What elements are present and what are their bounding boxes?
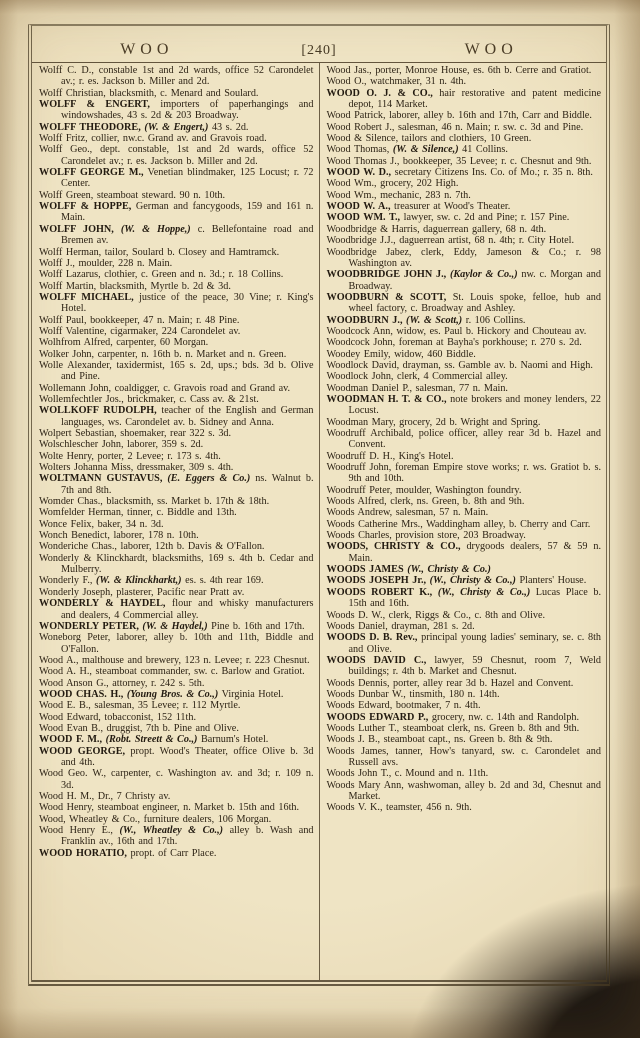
directory-entry: Wood Thomas, (W. & Silence,) 41 Collins.	[326, 144, 508, 156]
directory-entry: WOODS JOSEPH Jr., (W., Christy & Co.,) Planters' House.	[326, 575, 587, 587]
directory-entry: WOLFF THEODORE, (W. & Engert,) 43 s. 2d.	[39, 121, 249, 133]
directory-entry: Wolff Valentine, cigarmaker, 224 Carondelet av.	[39, 325, 241, 337]
directory-entry: Wood Patrick, laborer, alley b. 16th and 17th, Carr and Biddle.	[326, 110, 592, 122]
directory-entry: WOLLKOFF RUDOLPH, teacher of the English and German languages, ws. Carondelet av. b. Sidney and Anna.	[39, 405, 314, 428]
directory-entry: WOODS D. B. Rev., principal young ladies' seminary, se. c. 8th and Olive.	[326, 632, 602, 655]
directory-entry: Woods James, tanner, How's tanyard, sw. c. Carondelet and Russell avs.	[326, 745, 601, 768]
directory-entry: WOOD CHAS. H., (Young Bros. & Co.,) Virginia Hotel.	[39, 688, 284, 700]
page-frame	[28, 24, 610, 986]
directory-entry: WOODS DAVID C., lawyer, 59 Chesnut, room 7, Weld buildings; r. 4th b. Market and Chesnut.	[326, 654, 601, 678]
directory-entry: Wolff Christian, blacksmith, c. Menard and Soulard.	[39, 87, 259, 99]
directory-entry: Wolle Alexander, taxidermist, 165 s. 2d, ups.; bds. 3d b. Olive and Pine.	[39, 359, 314, 383]
directory-entry: WOODBRIDGE JOHN J., (Kaylor & Co.,) nw. c. Morgan and Broadway.	[326, 269, 601, 292]
directory-entry: Wolff J., moulder, 228 n. Main.	[39, 257, 173, 269]
directory-entry: WOLFF JOHN, (W. & Hoppe,) c. Bellefontaine road and Bremen av.	[39, 223, 314, 247]
directory-entry: WOOD GEORGE, propt. Wood's Theater, office Olive b. 3d and 4th.	[39, 745, 314, 768]
header-left-abbrev: WOO	[120, 41, 174, 58]
directory-entry: Wolters Johanna Miss, dressmaker, 309 s. 4th.	[39, 462, 234, 474]
directory-entry: Wood Geo. W., carpenter, c. Washington av. and 3d; r. 109 n. 3d.	[39, 768, 314, 791]
directory-entry: Wood Wm., mechanic, 283 n. 7th.	[326, 189, 471, 201]
directory-entry: Wolff Green, steamboat steward. 90 n. 10th.	[39, 189, 226, 201]
directory-entry: Wood O., watchmaker, 31 n. 4th.	[326, 76, 467, 88]
directory-entry: Woods J. B., steamboat capt., ns. Green b. 8th & 9th.	[326, 734, 553, 746]
directory-entry: WOLTMANN GUSTAVUS, (E. Eggers & Co.) ns. Walnut b. 7th and 8th.	[39, 473, 314, 496]
directory-entry: Wonderly & Klinckhardt, blacksmiths, 169 s. 4th b. Cedar and Mulberry.	[39, 552, 314, 576]
directory-entry: WOOD HORATIO, propt. of Carr Place.	[39, 847, 217, 859]
directory-entry: Woods Luther T., steamboat clerk, ns. Green b. 8th and 9th.	[326, 722, 580, 734]
directory-entry: Wonce Felix, baker, 34 n. 3d.	[39, 518, 164, 530]
page-number: [240]	[301, 43, 337, 58]
directory-entry: WONDERLY PETER, (W. & Haydel,) Pine b. 16th and 17th.	[39, 620, 305, 632]
directory-entry: WOODS, CHRISTY & CO., drygoods dealers, 57 & 59 n. Main.	[326, 541, 601, 564]
header-right-abbrev: WOO	[464, 41, 518, 58]
directory-entry: WOLFF GEORGE M., Venetian blindmaker, 125 Locust; r. 72 Center.	[39, 167, 314, 190]
directory-entry: WOODMAN H. T. & CO., note brokers and money lenders, 22 Locust.	[326, 393, 601, 417]
directory-entry: Woodruff Peter, moulder, Washington foundry.	[326, 484, 522, 496]
directory-entry: Woodman Daniel P., salesman, 77 n. Main.	[326, 382, 508, 394]
directory-entry: Wolte Henry, porter, 2 Levee; r. 173 s. 4th.	[39, 450, 221, 462]
directory-entry: Wolff Paul, bookkeeper, 47 n. Main; r. 48 Pine.	[39, 314, 240, 326]
directory-entry: Wood Henry, steamboat engineer, n. Market b. 15th and 16th.	[39, 802, 300, 814]
directory-entry: Wood A., malthouse and brewery, 123 n. Levee; r. 223 Chesnut.	[39, 654, 310, 666]
directory-entry: Woods Edward, bootmaker, 7 n. 4th.	[326, 700, 481, 712]
directory-entry: Wollemfechtler Jos., brickmaker, c. Cass av. & 21st.	[39, 393, 259, 405]
directory-entry: Womfelder Herman, tinner, c. Biddle and 13th.	[39, 507, 237, 519]
left-column	[32, 63, 319, 980]
directory-entry: Wood Wm., grocery, 202 High.	[326, 178, 459, 190]
directory-entry: Wolff Fritz, collier, nw.c. Grand av. and Gravois road.	[39, 133, 267, 145]
directory-entry: WOOD O. J. & CO., hair restorative and patent medicine depot, 114 Market.	[326, 87, 601, 111]
directory-entry: WOODBURN J., (W. & Scott,) r. 106 Collins.	[326, 314, 526, 326]
directory-entry: Wood & Silence, tailors and clothiers, 10 Green.	[326, 133, 532, 145]
directory-entry: Woods Alfred, clerk, ns. Green, b. 8th and 9th.	[326, 496, 525, 508]
directory-entry: WOLFF MICHAEL, justice of the peace, 30 Vine; r. King's Hotel.	[39, 291, 314, 315]
directory-entry: Wolff Martin, blacksmith, Myrtle b. 2d & 3d.	[39, 280, 231, 292]
directory-entry: Wood Evan B., druggist, 7th b. Pine and Olive.	[39, 722, 239, 734]
directory-entry: Woodlock John, clerk, 4 Commercial alley.	[326, 371, 508, 383]
directory-entry: Woods Mary Ann, washwoman, alley b. 2d and 3d, Chesnut and Market.	[326, 779, 601, 802]
directory-entry: Woneborg Peter, laborer, alley b. 10th and 11th, Biddle and O'Fallon.	[39, 632, 314, 655]
directory-entry: Wolpert Sebastian, shoemaker, rear 322 s. 3d.	[39, 428, 232, 439]
right-column	[320, 63, 607, 980]
directory-entry: Wonderiche Chas., laborer, 12th b. Davis & O'Fallon.	[39, 541, 265, 553]
directory-entry: WOODBURN & SCOTT, St. Louis spoke, felloe, hub and wheel factory, c. Broadway and Ashley.	[326, 291, 601, 315]
directory-entry: Woods V. K., teamster, 456 n. 9th.	[326, 802, 472, 814]
directory-entry: Wood Jas., porter, Monroe House, es. 6th b. Cerre and Gratiot.	[326, 65, 592, 76]
directory-columns	[32, 63, 606, 980]
directory-entry: Woodman Mary, grocery, 2d b. Wright and Spring.	[326, 416, 541, 428]
directory-entry: Wonderly Joseph, plasterer, Pacific near Pratt av.	[39, 586, 245, 598]
directory-entry: Woods John T., c. Mound and n. 11th.	[326, 768, 489, 780]
directory-entry: Wood Robert J., salesman, 46 n. Main; r. sw. c. 3d and Pine.	[326, 121, 584, 133]
directory-entry: Wood Edward, tobacconist, 152 11th.	[39, 711, 197, 723]
directory-entry: Woodcock John, foreman at Bayha's porkhouse; r. 270 s. 2d.	[326, 337, 582, 349]
directory-entry: Wood H. M., Dr., 7 Christy av.	[39, 791, 171, 802]
directory-entry: Wolff C. D., constable 1st and 2d wards, office 52 Carondelet av.; r. es. Jackson b. Miller and 2d.	[39, 65, 314, 88]
directory-entry: WOOD WM. T., lawyer, sw. c. 2d and Pine; r. 157 Pine.	[326, 212, 570, 224]
column-divider-rule	[319, 63, 320, 980]
directory-entry: Woods Catherine Mrs., Waddingham alley, b. Cherry and Carr.	[326, 518, 591, 530]
directory-entry: Woodcock Ann, widow, es. Paul b. Hickory and Chouteau av.	[326, 325, 587, 337]
directory-entry: Woods Daniel, drayman, 281 s. 2d.	[326, 620, 475, 632]
directory-entry: WOLFF & ENGERT, importers of paperhangings and windowshades, 43 s. 2d & 203 Broadway.	[39, 99, 314, 122]
directory-entry: WOLFF & HOPPE, German and fancygoods, 159 and 161 n. Main.	[39, 201, 314, 224]
directory-entry: Wolff Herman, tailor, Soulard b. Closey and Hamtramck.	[39, 246, 280, 258]
directory-entry: Woodruff Archibald, police officer, alley rear 3d b. Hazel and Convent.	[326, 428, 601, 451]
directory-entry: WONDERLY & HAYDEL, flour and whisky manufacturers and dealers, 4 Commercial alley.	[39, 598, 314, 621]
directory-entry: WOODS EDWARD P., grocery, nw. c. 14th and Randolph.	[326, 711, 579, 723]
directory-entry: Wood E. B., salesman, 35 Levee; r. 112 Myrtle.	[39, 700, 241, 712]
directory-entry: Woodruff D. H., King's Hotel.	[326, 450, 454, 462]
directory-entry: WOODS JAMES (W., Christy & Co.)	[326, 564, 491, 576]
directory-entry: Wolhfrom Alfred, carpenter, 60 Morgan.	[39, 337, 209, 349]
directory-entry: WOOD W. D., secretary Citizens Ins. Co. of Mo.; r. 35 n. 8th.	[326, 167, 593, 179]
directory-entry: Wood A. H., steamboat commander, sw. c. Barlow and Gratiot.	[39, 666, 305, 678]
directory-entry: Womder Chas., blacksmith, ss. Market b. 17th & 18th.	[39, 496, 270, 508]
directory-entry: Wollemann John, coaldigger, c. Gravois road and Grand av.	[39, 382, 291, 394]
directory-entry: Wood Anson G., attorney, r. 242 s. 5th.	[39, 677, 205, 689]
directory-entry: Wonch Benedict, laborer, 178 n. 10th.	[39, 530, 199, 542]
directory-entry: Woods D. W., clerk, Riggs & Co., c. 8th and Olive.	[326, 609, 546, 621]
directory-entry: Woodbridge J.J., daguerrean artist, 68 n. 4th; r. City Hotel.	[326, 235, 575, 247]
directory-entry: Wood, Wheatley & Co., furniture dealers, 106 Morgan.	[39, 813, 272, 825]
directory-entry: Wolschlescher John, laborer, 359 s. 2d.	[39, 439, 204, 451]
page-header	[32, 26, 606, 59]
directory-entry: Woodruff John, foreman Empire stove works; r. ws. Gratiot b. s. 9th and 10th.	[326, 462, 601, 485]
directory-entry: Wood Thomas J., bookkeeper, 35 Levee; r. c. Chesnut and 9th.	[326, 155, 592, 167]
directory-entry: Wolff Lazarus, clothier, c. Green and n. 3d.; r. 18 Collins.	[39, 269, 284, 281]
directory-entry: Wolker John, carpenter, n. 16th b. n. Market and n. Green.	[39, 348, 287, 360]
directory-entry: Woodbridge Jabez, clerk, Eddy, Jameson & Co.; r. 98 Washington av.	[326, 246, 601, 269]
directory-entry: Wood Henry E., (W., Wheatley & Co.,) alley b. Wash and Franklin av., 16th and 17th.	[39, 825, 314, 848]
directory-entry: Wonderly F., (W. & Klinckharkt,) es. s. 4th rear 169.	[39, 575, 264, 587]
directory-entry: WOOD W. A., treasurer at Wood's Theater.	[326, 201, 511, 213]
directory-entry: Wolff Geo., dept. constable, 1st and 2d wards, office 52 Carondelet av.; r. es. Jackson b. Miller and 2d.	[39, 144, 314, 167]
directory-entry: Woodlock David, drayman, ss. Gamble av. b. Naomi and High.	[326, 359, 593, 371]
directory-entry: Woodbridge & Harris, daguerrean gallery, 68 n. 4th.	[326, 223, 547, 235]
directory-entry: Woods Andrew, salesman, 57 n. Main.	[326, 507, 489, 519]
directory-entry: Woods Dennis, porter, alley rear 3d b. Hazel and Convent.	[326, 677, 574, 689]
directory-entry: WOODS ROBERT K., (W., Christy & Co.,) Lucas Place b. 15th and 16th.	[326, 586, 601, 610]
directory-entry: Woodey Emily, widow, 460 Biddle.	[326, 348, 476, 360]
directory-entry: Woods Dunbar W., tinsmith, 180 n. 14th.	[326, 688, 500, 700]
directory-entry: WOOD F. M., (Robt. Streett & Co.,) Barnum's Hotel.	[39, 734, 269, 746]
directory-entry: Woods Charles, provision store, 203 Broadway.	[326, 530, 526, 542]
